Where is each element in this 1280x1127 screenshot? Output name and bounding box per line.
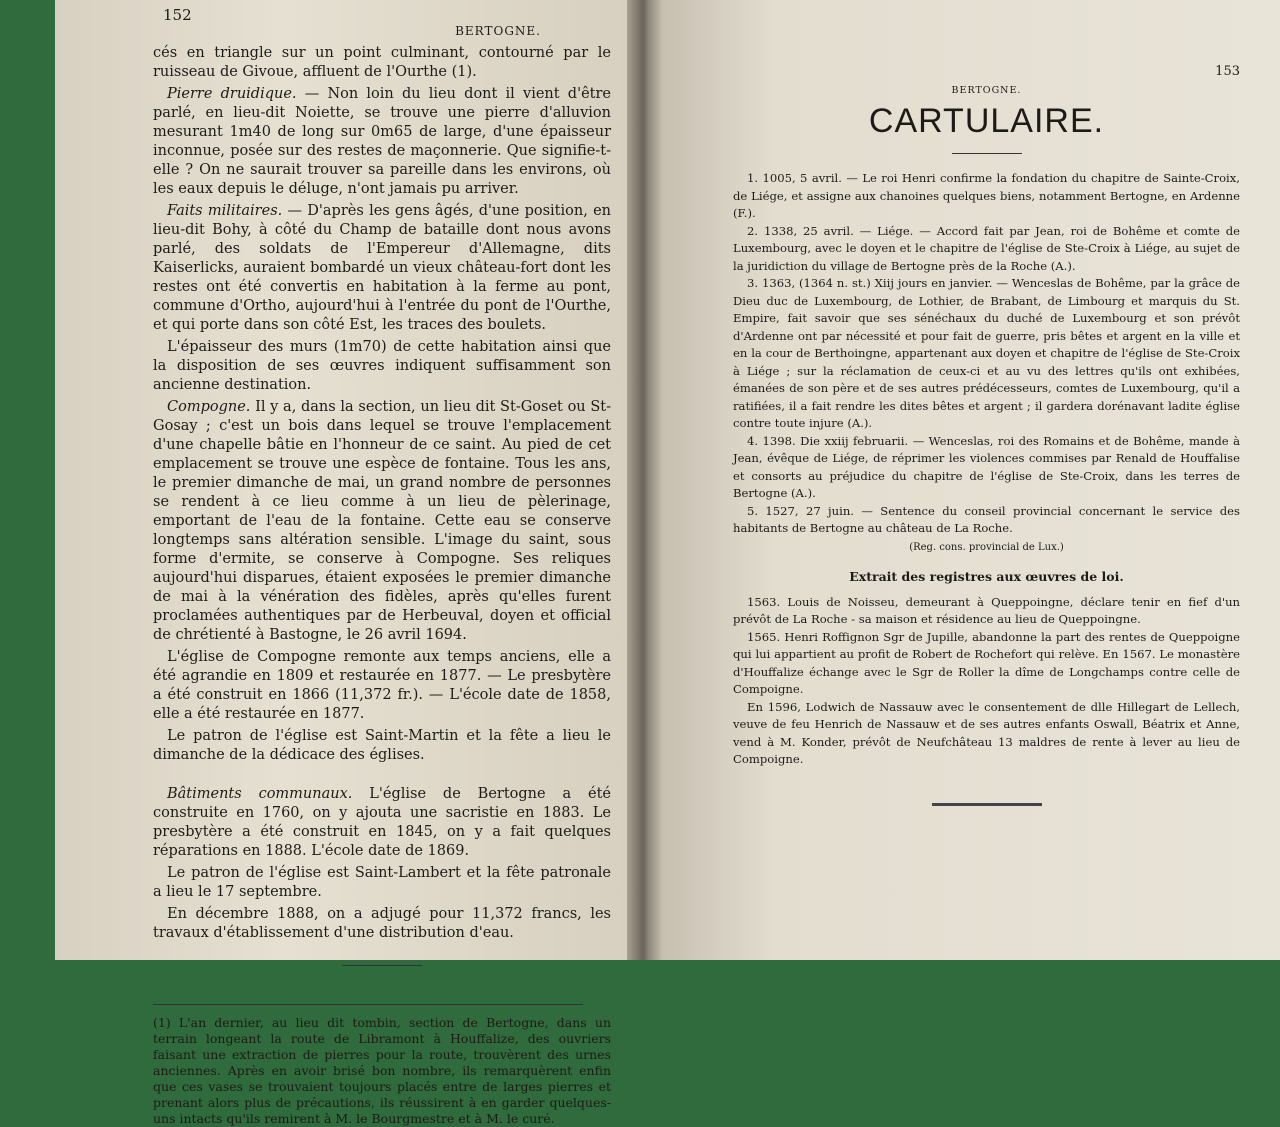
right-page [663,0,1280,960]
extract-entry: 1563. Louis de Noisseu, demeurant à Queppoingne, déclare tenir en fief d'un prévôt de La Roche - sa maison et résidence au lieu de Queppoingne. [733,594,1240,626]
footnote-rule [153,1004,583,1005]
cartulaire-entry: 2. 1338, 25 avril. — Liége. — Accord fait par Jean, roi de Bohême et comte de Luxembourg, avec le doyen et le chapitre de l'église de Ste-Croix à Liége, au sujet de la juridiction du village de Bertogne près de la Roche (A.). [733,223,1240,273]
cartulaire-entries [733,170,1240,538]
right-running-title: BERTOGNE. [951,85,1022,96]
paragraph-p1 [153,44,611,82]
paragraph-text: Il y a, dans la section, un lieu dit St-Goset ou St-Gosay ; c'est un bois dans lequel se trouve l'emplacement d'une chapelle bâtie en l'honneur de ce saint. Au pied de cet emplacement se trouve une espèce de fontaine. Tous les ans, le premier dimanche de mai, un grand nombre de personnes se rendent à ce lieu comme à un lieu de pèlerinage, emportant de l'eau de la fontaine. Cette eau se conserve longtemps sans altération sensible. L'image du saint, sous forme d'ermite, se conserve à Compogne. Ses reliques aujourd'hui disparues, étaient exposées le premier dimanche de mai à la vénération des fidèles, après qu'elles furent proclamées authentiques par de Herbeuval, doyen et official de chrétienté à Bastogne, le 26 avril 1694. [153,399,611,643]
left-running-title: BERTOGNE. [455,24,541,38]
paragraph-text: Le patron de l'église est Saint-Lambert et la fête patronale a lieu le 17 septembre. [153,865,611,900]
source-note: (Reg. cons. provincial de Lux.) [909,541,1064,553]
right-page-number: 153 [1215,64,1240,79]
extract-title: Extrait des registres aux œuvres de loi. [849,568,1124,584]
extract-entry: 1565. Henri Roffignon Sgr de Jupille, abandonne la part des rentes de Queppoigne qui lui appartient au profit de Robert de Rochefort qui relève. En 1567. Le monastère d'Houffalize échange avec le Sgr de Roller la dîme de Longchamps contre celle de Compoigne. [733,629,1240,696]
paragraph-text: En décembre 1888, on a adjugé pour 11,372 francs, les travaux d'établissement d'une distribution d'eau. [153,906,611,941]
section-divider [342,965,422,966]
paragraph-p9 [153,864,611,902]
paragraph-p5 [153,398,611,645]
footnote: (1) L'an dernier, au lieu dit tombin, section de Bertogne, dans un terrain longeant la route de Libramont à Houffalize, des ouvriers faisant une extraction de pierres pour la route, trouvèrent des urnes anciennes. Après en avoir brisé bon nombre, ils remarquèrent enfin que ces vases se trouvaient toujours placés entre de larges pierres et prenant alors plus de précautions, ils réussirent à en garder quelques-uns intacts qu'ils remirent à M. le Bourgmestre et à M. le curé. [153,1015,611,1126]
paragraph-p4 [153,338,611,395]
paragraph-p7 [153,727,611,765]
title-rule [952,153,1022,154]
left-page [55,0,627,1126]
paragraph-text: — D'après les gens âgés, d'une position, en lieu-dit Bohy, à côté du Champ de bataille dont nous avons parlé, des soldats de l'Empereur d'Allemagne, dits Kaiserlicks, auraient bombardé un vieux château-fort dont les restes ont été convertis en habitation à la ferme au pont, commune d'Ortho, aujourd'hui à l'entrée du pont de l'Ourthe, et qui porte dans son côté Est, les traces des boulets. [153,203,612,333]
open-book [55,0,1280,1126]
paragraph-lead: Compogne. [167,399,251,415]
left-page-header [163,6,611,38]
cartulaire-entry: 4. 1398. Die xxiij februarii. — Wenceslas, roi des Romains et de Bohême, mande à Jean, évêque de Liége, de réprimer les violences commises par Renald de Houffalise et consorts au préjudice du chapitre de l'église de Ste-Croix, dans les terres de Bertogne (A.). [733,433,1240,500]
paragraph-lead: Faits militaires. [167,203,283,219]
end-rule [932,803,1042,806]
paragraph-text: L'église de Compogne remonte aux temps anciens, elle a été agrandie en 1809 et restaurée en 1877. — Le presbytère a été construit en 1866 (11,372 fr.). — L'école date de 1858, elle a été restaurée en 1877. [153,649,611,722]
extract-entries [733,594,1240,769]
paragraph-p2 [153,85,611,199]
paragraph-text: cés en triangle sur un point culminant, contourné par le ruisseau de Givoue, affluent de l'Ourthe (1). [153,45,611,80]
cartulaire-entry: 5. 1527, 27 juin. — Sentence du conseil provincial concernant le service des habitants de Bertogne au château de La Roche. [733,503,1240,535]
left-page-body [153,44,611,943]
paragraph-text: L'épaisseur des murs (1m70) de cette habitation ainsi que la disposition de ses œuvres indiquent suffisamment son ancienne destination. [153,339,611,393]
paragraph-p8 [153,785,611,861]
cartulaire-title: CARTULAIRE. [868,102,1105,140]
paragraph-lead: Pierre druidique. [167,86,297,102]
paragraph-p10 [153,905,611,943]
paragraph-lead: Bâtiments communaux. [167,786,353,802]
paragraph-text: — Non loin du lieu dont il vient d'être parlé, en lieu-dit Noiette, se trouve une pierre d'alluvion mesurant 1m40 de long sur 0m65 de large, d'une épaisseur inconnue, posée sur des restes de maçonnerie. Que signifie-t-elle ? On ne saurait trouver sa pareille dans les environs, où les eaux depuis le déluge, n'ont jamais pu arriver. [153,86,611,197]
paragraph-p6 [153,648,611,724]
left-page-number: 152 [163,6,192,24]
extract-entry: En 1596, Lodwich de Nassauw avec le consentement de dlle Hillegart de Lellech, veuve de feu Henrich de Nassauw et de ses autres enfants Oswall, Béatrix et Anne, vend à M. Konder, prévôt de Neufchâteau 13 maldres de rente à lever au lieu de Compoigne. [733,699,1240,766]
book-gutter [627,0,663,960]
paragraph-p3 [153,202,611,335]
cartulaire-entry: 3. 1363, (1364 n. st.) Xiij jours en janvier. — Wenceslas de Bohême, par la grâce de Dieu duc de Luxembourg, de Lothier, de Brabant, de Limbourg et marquis du St. Empire, fait savoir que ses sénéchaux du duché de Luxembourg et son prévôt d'Ardenne ont par nécessité et pour fait de guerre, pris bêtes et argent en la ville et en la cour de Berthoingne, appartenant aux doyen et chapitre de l'église de Ste-Croix à Liége ; sur la réclamation de ceux-ci et au vu des lettres qu'ils ont exhibées, émanées de son père et de ses autres prédécesseurs, comtes de Luxembourg, qu'il a ratifiées, il a fait rendre les dites bêtes et argent ; il gardera dorénavant ladite église contre toute injure (A.). [733,276,1240,430]
paragraph-text: Le patron de l'église est Saint-Martin et la fête a lieu le dimanche de la dédicace des églises. [153,728,611,763]
cartulaire-entry: 1. 1005, 5 avril. — Le roi Henri confirme la fondation du chapitre de Sainte-Croix, de Liége, et assigne aux chanoines quelques biens, notamment Bertogne, en Ardenne (F.). [733,171,1240,220]
paragraph-text: L'église de Bertogne a été construite en 1760, on y ajouta une sacristie en 1883. Le presbytère a été construit en 1845, on y a fait quelques réparations en 1888. L'école date de 1869. [153,786,612,859]
